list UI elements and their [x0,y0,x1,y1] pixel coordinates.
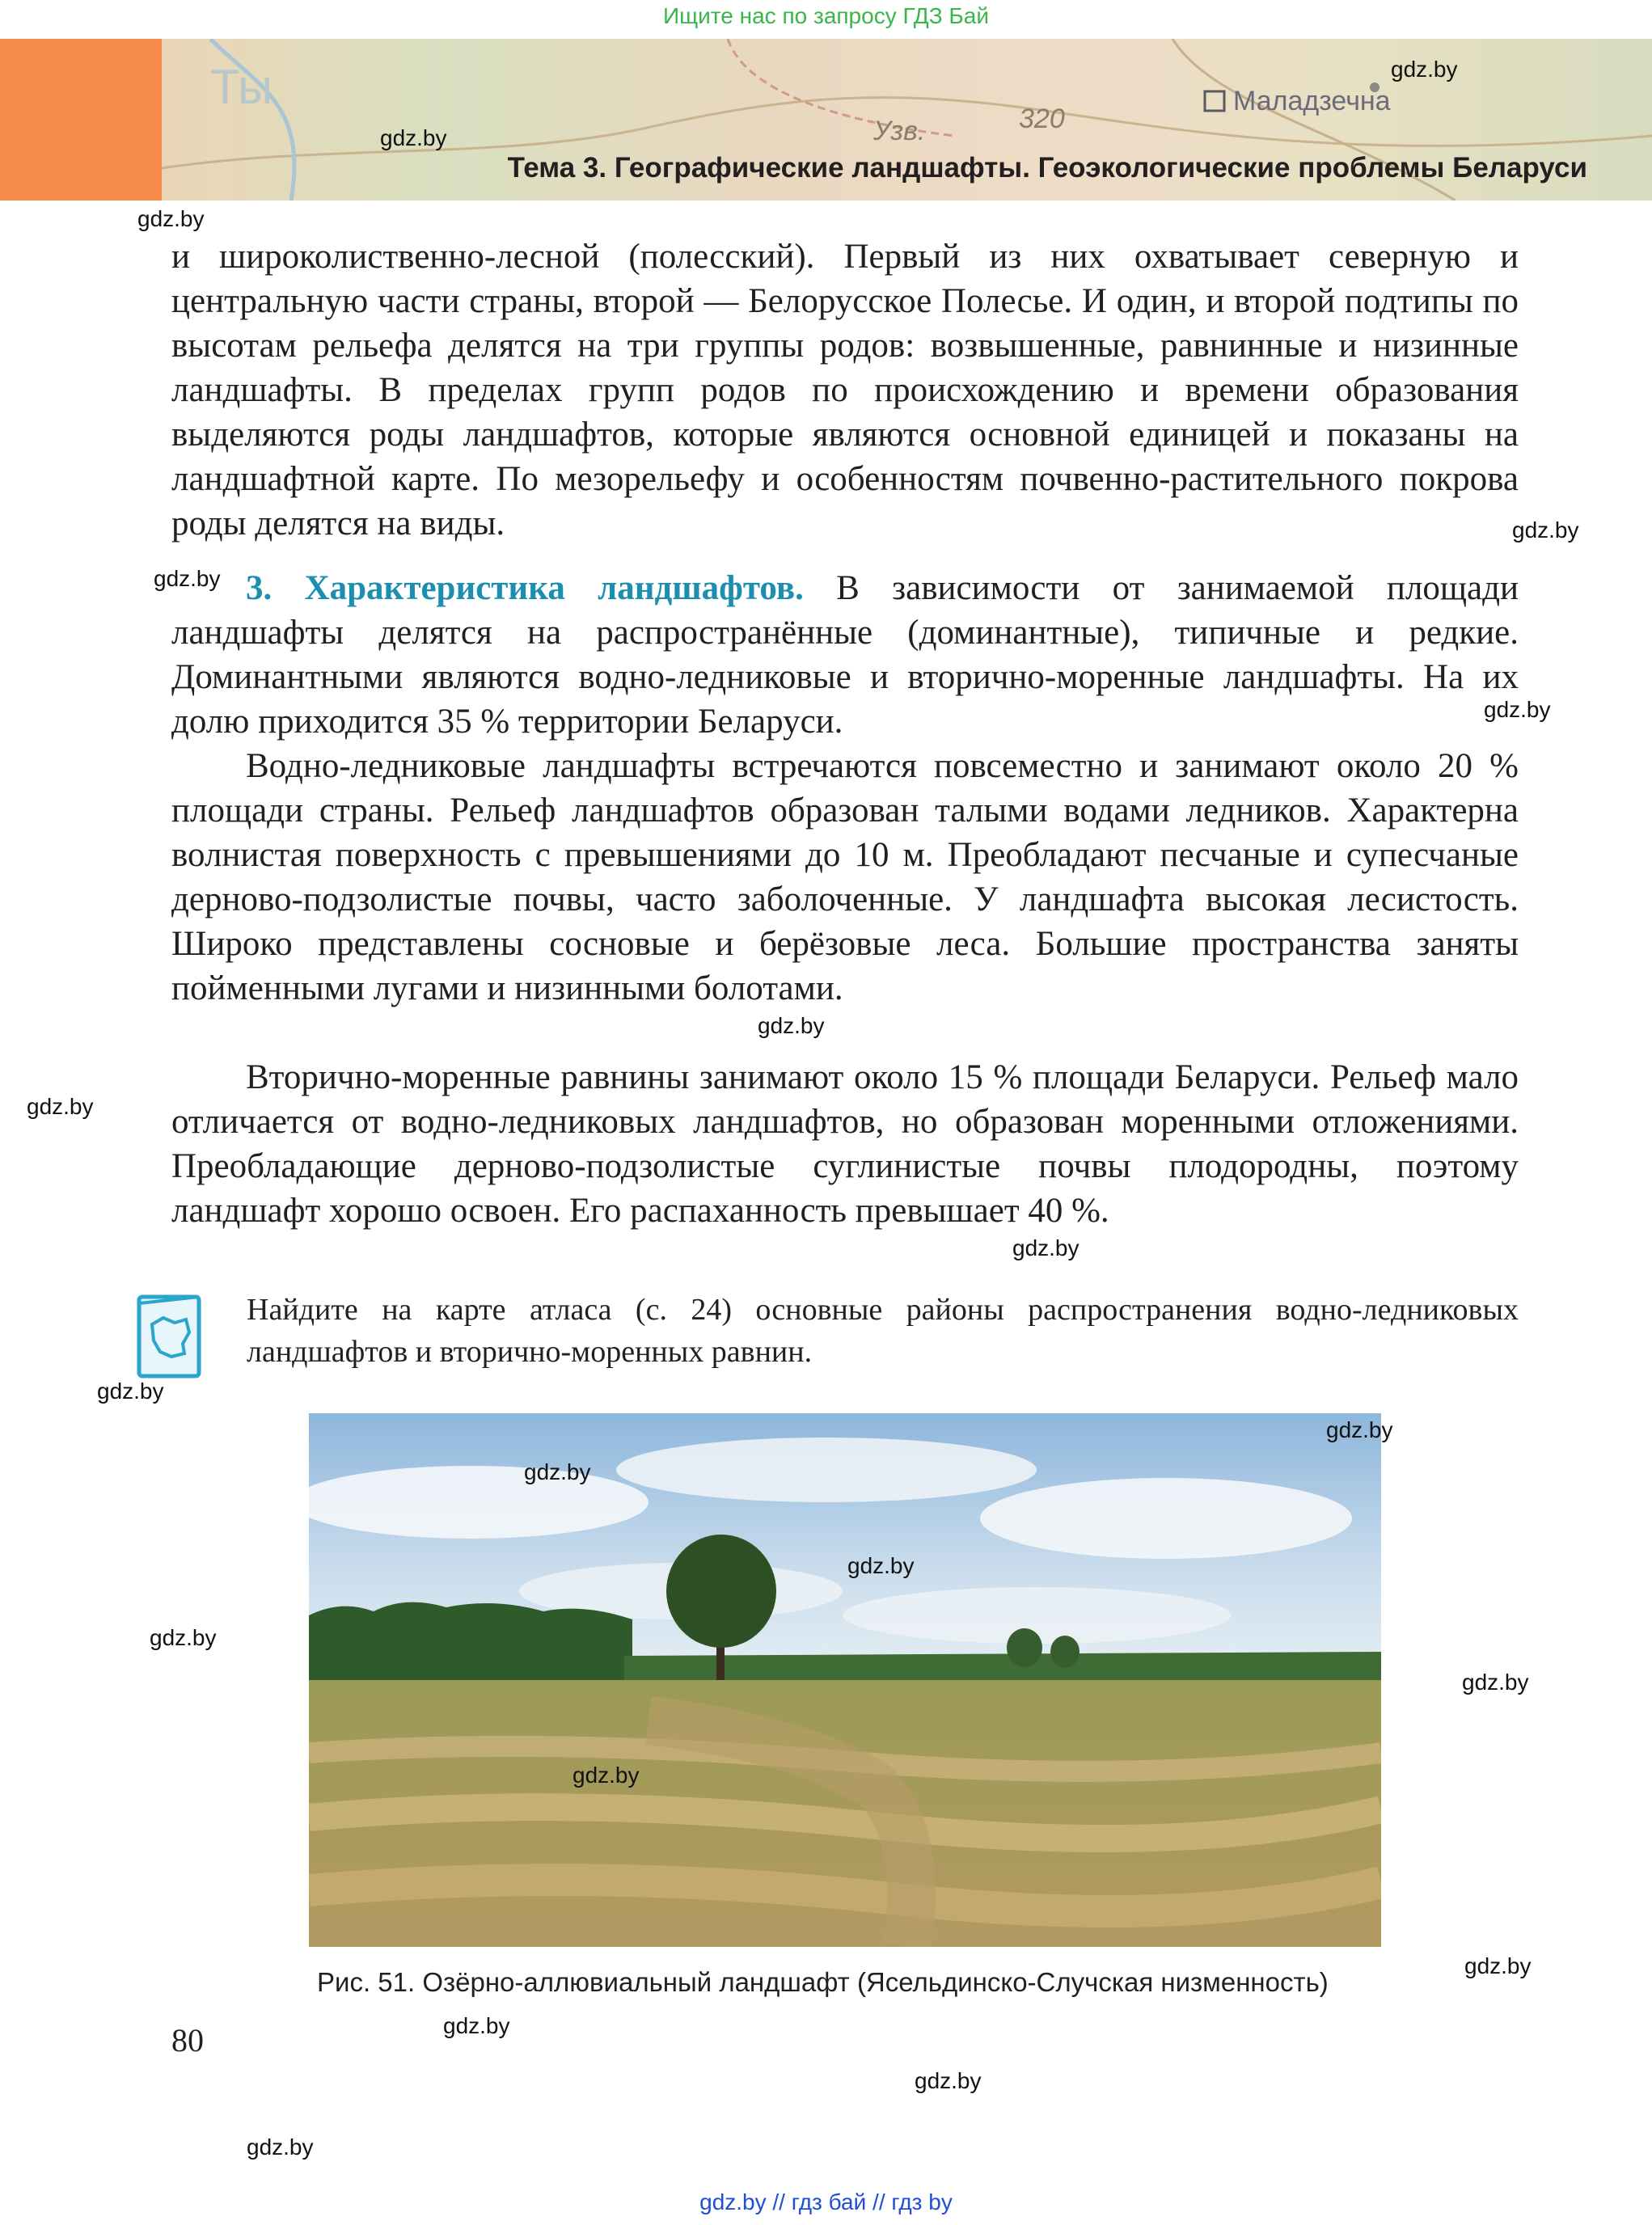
watermark: gdz.by [1012,1235,1080,1260]
watermark: gdz.by [758,1013,825,1038]
watermark: gdz.by [150,1625,217,1650]
watermark: gdz.by [847,1553,915,1578]
figure-caption: Рис. 51. Озёрно-аллювиальный ландшафт (Ясельдинско-Случская низменность) [317,1967,1329,1997]
watermark: gdz.by [1512,517,1579,543]
watermark: gdz.by [1464,1953,1532,1978]
watermark: gdz.by [915,2068,982,2093]
atlas-book-icon [136,1292,202,1379]
paragraph-secondary-moraine: Вторично-моренные равнины занимают около 15 % площади Беларуси. Рельеф мало отличается от водно-ледниковых ландшафтов, но образован моренными отложениями. Преобладающие дерново-подзолистые суглинистые почвы плодородны, поэтому ландшафт хорошо освоен. Его распаханность превышает 40 %. [171,1058,1519,1230]
map-label-upland: Узв. [873,116,926,146]
section-title: 3. Характеристика ландшафтов. [246,569,804,607]
watermark: gdz.by [1391,57,1458,82]
watermark: gdz.by [137,206,205,231]
watermark: gdz.by [1462,1670,1529,1695]
bottom-links[interactable]: gdz.by // гдз бай // гдз by [699,2189,953,2214]
paragraph-fluvioglacial: Водно-ледниковые ландшафты встречаются повсеместно и занимают около 20 % площади страны. Рельеф ландшафтов образован талыми водами ледников. Характерна волнистая поверхность с превышениями до 10 м. Преобладают песчаные и супесчаные дерново-подзолистые почвы, часто заболоченные. У ландшафта высокая лесистость. Широко представлены сосновые и берёзовые леса. Большие пространства заняты пойменными лугами и низинными болотами. [171,747,1519,1007]
chapter-title: Тема 3. Географические ландшафты. Геоэкологические проблемы Беларуси [507,152,1587,184]
watermark: gdz.by [154,566,221,591]
chapter-color-block [0,39,162,201]
landscape-photo [309,1413,1381,1947]
watermark: gdz.by [524,1459,591,1484]
watermark: gdz.by [380,125,447,150]
paragraph-landscape-characteristics: В зависимости от занимаемой площади ландшафты делятся на распространённые (доминантные), типичные и редкие. Доминантными являются водно-ледниковые и вторично-моренные ландшафты. На их долю приходится 35 % территории Беларуси. [171,569,1519,741]
map-label-region: Ты [210,60,273,114]
watermark: gdz.by [247,2134,314,2160]
watermark: gdz.by [27,1094,94,1119]
map-label-town: Маладзечна [1233,86,1391,116]
map-label-height: 320 [1019,103,1065,134]
atlas-task: Найдите на карте атласа (с. 24) основные районы распространения водно-ледниковых ландшафтов и вторично-моренных равнин. [247,1293,1519,1369]
watermark: gdz.by [97,1378,164,1404]
top-note: Ищите нас по запросу ГДЗ Бай [662,3,990,28]
watermark: gdz.by [443,2013,510,2038]
page-number: 80 [171,2022,204,2058]
paragraph-landscape-subtypes: и широколиственно-лесной (полесский). Первый из них охватывает северную и центральную части страны, второй — Белорусское Полесье. И один, и второй подтипы по высотам рельефа делятся на три группы родов: возвышенные, равнинные и низинные ландшафты. В пределах групп родов по происхождению и времени образования выделяются роды ландшафтов, которые являются основной единицей и показаны на ландшафтной карте. По мезорельефу и особенностям почвенно-растительного покрова роды делятся на виды. [171,238,1519,543]
watermark: gdz.by [572,1763,640,1788]
watermark: gdz.by [1484,697,1551,722]
watermark: gdz.by [1326,1417,1393,1442]
